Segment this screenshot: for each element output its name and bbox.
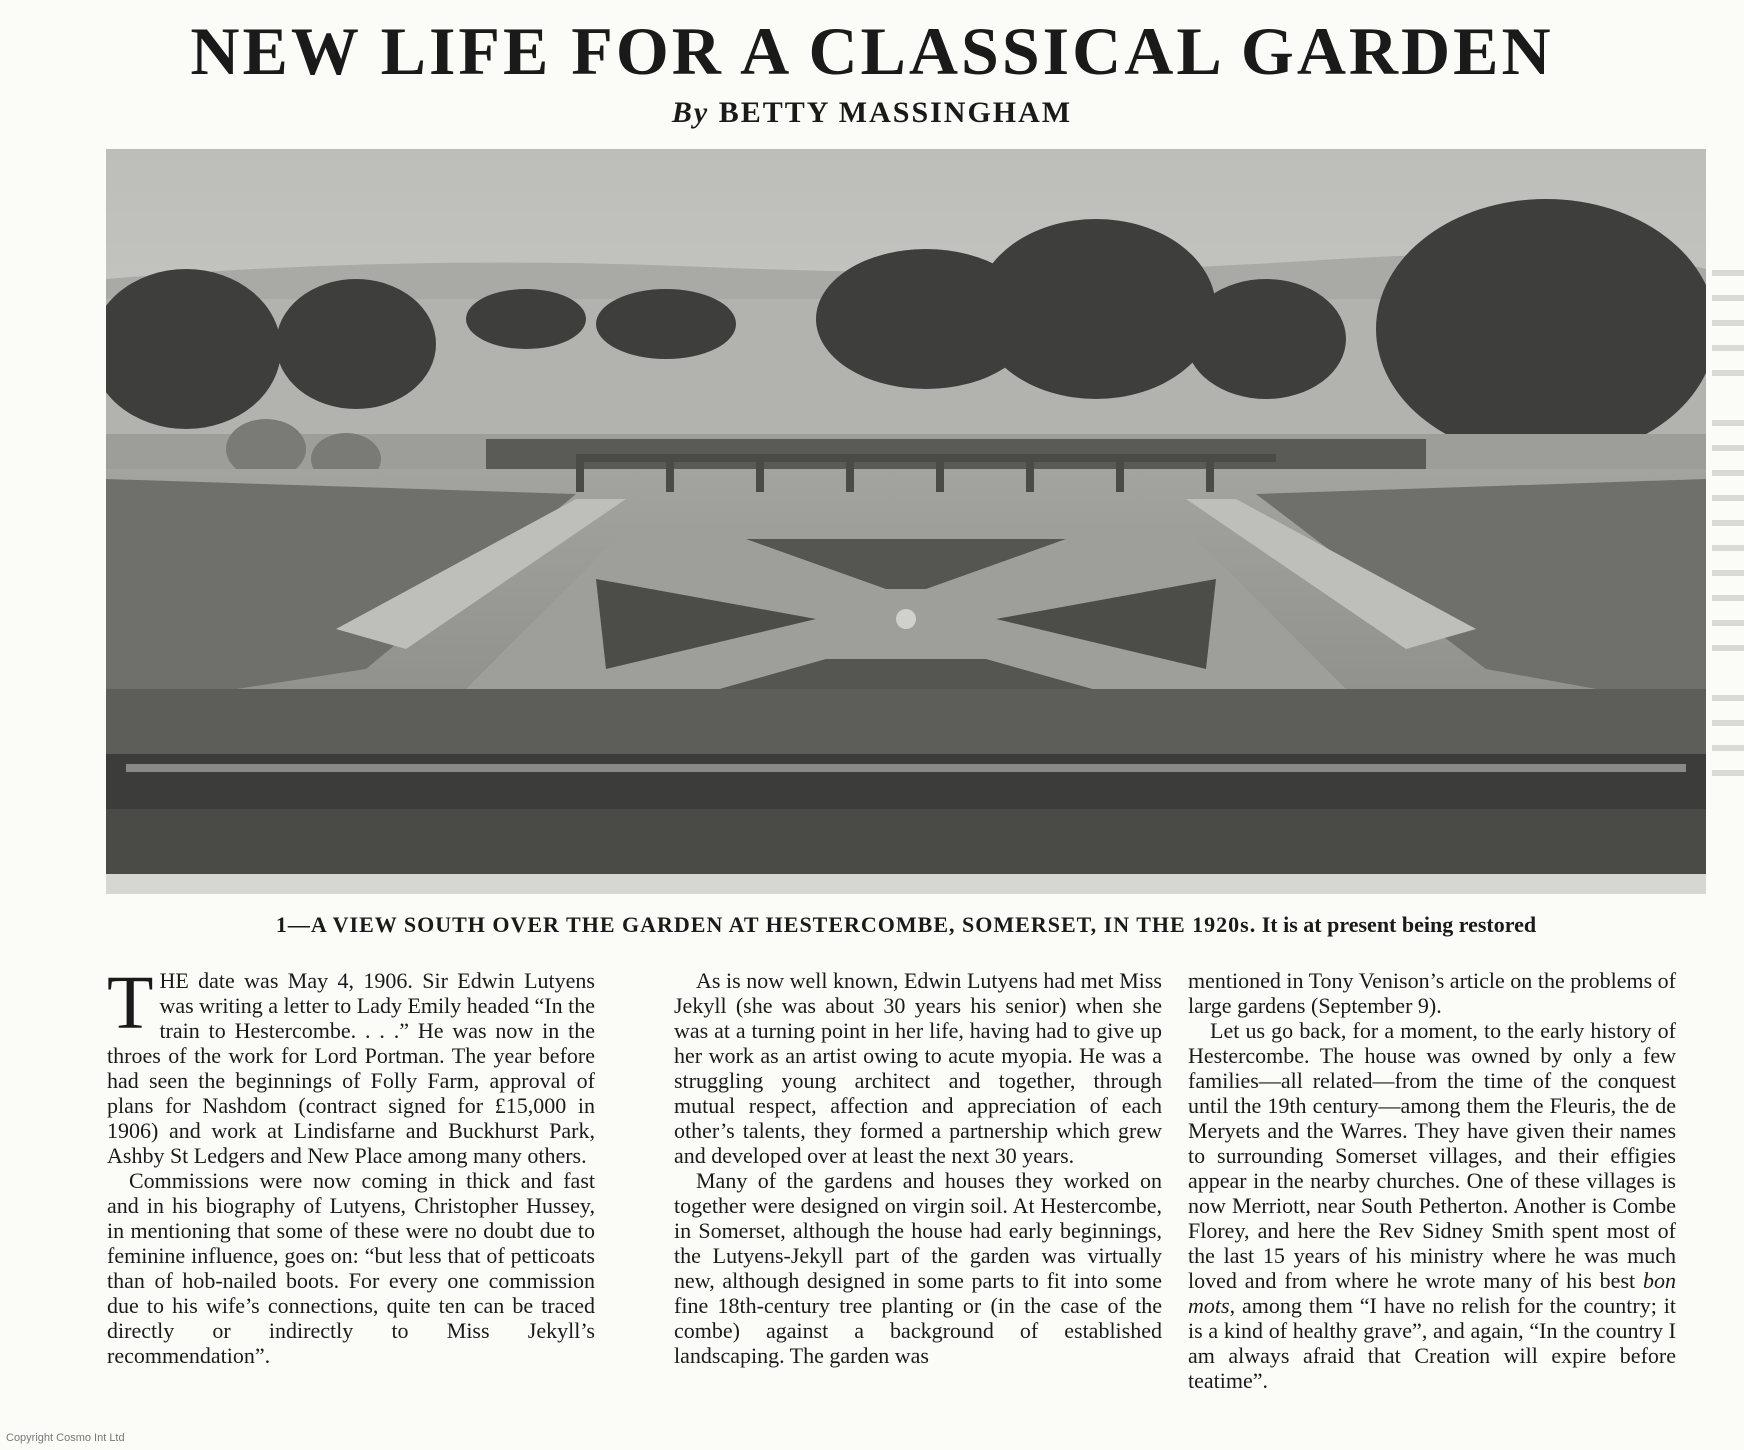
garden-photograph (106, 149, 1706, 894)
text-column-1 (107, 961, 596, 1368)
paragraph-text: Let us go back, for a moment, to the early history of Hestercombe. The house was owned by only a few families—all related—from the time of the conquest until the 19th century—among them the Fleuris, the de Meryets and the Warres. They have given their names to surrounding Somerset villages, and their effigies appear in the nearby churches. One of these villages is now Merriott, near South Petherton. Another is Combe Florey, and here the Rev Sidney Smith spent most of the last 15 years of his ministry where he was much loved and from where he wrote many of his best (1188, 1018, 1676, 1293)
italic-phrase: bon mots (1188, 1268, 1676, 1318)
copyright-watermark: Copyright Cosmo Int Ltd (6, 1432, 125, 1444)
paragraph: Many of the gardens and houses they worked on together were designed on virgin soil. At Hestercombe, in Somerset, although the house had early beginnings, the Lutyens-Jekyll part of the garden was virtually new, although designed in some parts to fit into some fine 18th-century tree planting or (in the case of the combe) against a background of established landscaping. The garden was (674, 1168, 1162, 1368)
paragraph-text: , among them “I have no relish for the country; it is a kind of healthy grave”, and again, “In the country I am always afraid that Creation will expire before teatime”. (1188, 1293, 1676, 1393)
text-column-2 (674, 968, 1162, 1368)
adjacent-page-edge (1712, 270, 1744, 795)
paragraph-text: HE date was May 4, 1906. Sir Edwin Lutyens was writing a letter to Lady Emily headed “In the train to Hestercombe. . . .” He was now in the throes of the work for Lord Portman. The year before had seen the beginnings of Folly Farm, approval of plans for Nashdom (contract signed for £15,000 in 1906) and work at Lindisfarne and Buckhurst Park, Ashby St Ledgers and New Place among many others. (107, 968, 596, 1168)
paragraph (1188, 1018, 1676, 1393)
paragraph: Commissions were now coming in thick and fast and in his biography of Lutyens, Christopher Hussey, in mentioning that some of these were no doubt due to feminine influence, goes on: “but less that of petticoats than of hob-nailed boots. For every one commission due to his wife’s connections, quite ten can be traced directly or indirectly to Miss Jekyll’s recommendation”. (107, 1168, 595, 1368)
byline-prefix: By (671, 96, 710, 129)
photo-caption (106, 912, 1706, 938)
article-byline (0, 96, 1744, 130)
caption-note: It is at present being restored (1261, 912, 1537, 937)
text-column-3 (1188, 968, 1676, 1393)
caption-main: 1—A VIEW SOUTH OVER THE GARDEN AT HESTERCOMBE, SOMERSET, IN THE 1920s. (275, 912, 1257, 937)
byline-author: BETTY MASSINGHAM (718, 96, 1073, 129)
article-headline: NEW LIFE FOR A CLASSICAL GARDEN (190, 13, 1554, 89)
paragraph: As is now well known, Edwin Lutyens had met Miss Jekyll (she was about 30 years his senior) when she was at a turning point in her life, having had to give up her work as an artist owing to acute myopia. He was a struggling young architect and together, through mutual respect, affection and appreciation of each other’s talents, they formed a partnership which grew and developed over at least the next 30 years. (674, 968, 1162, 1168)
drop-cap: T (107, 961, 154, 1045)
paragraph: mentioned in Tony Venison’s article on the problems of large gardens (September 9). (1188, 968, 1676, 1018)
paragraph (107, 961, 596, 1168)
